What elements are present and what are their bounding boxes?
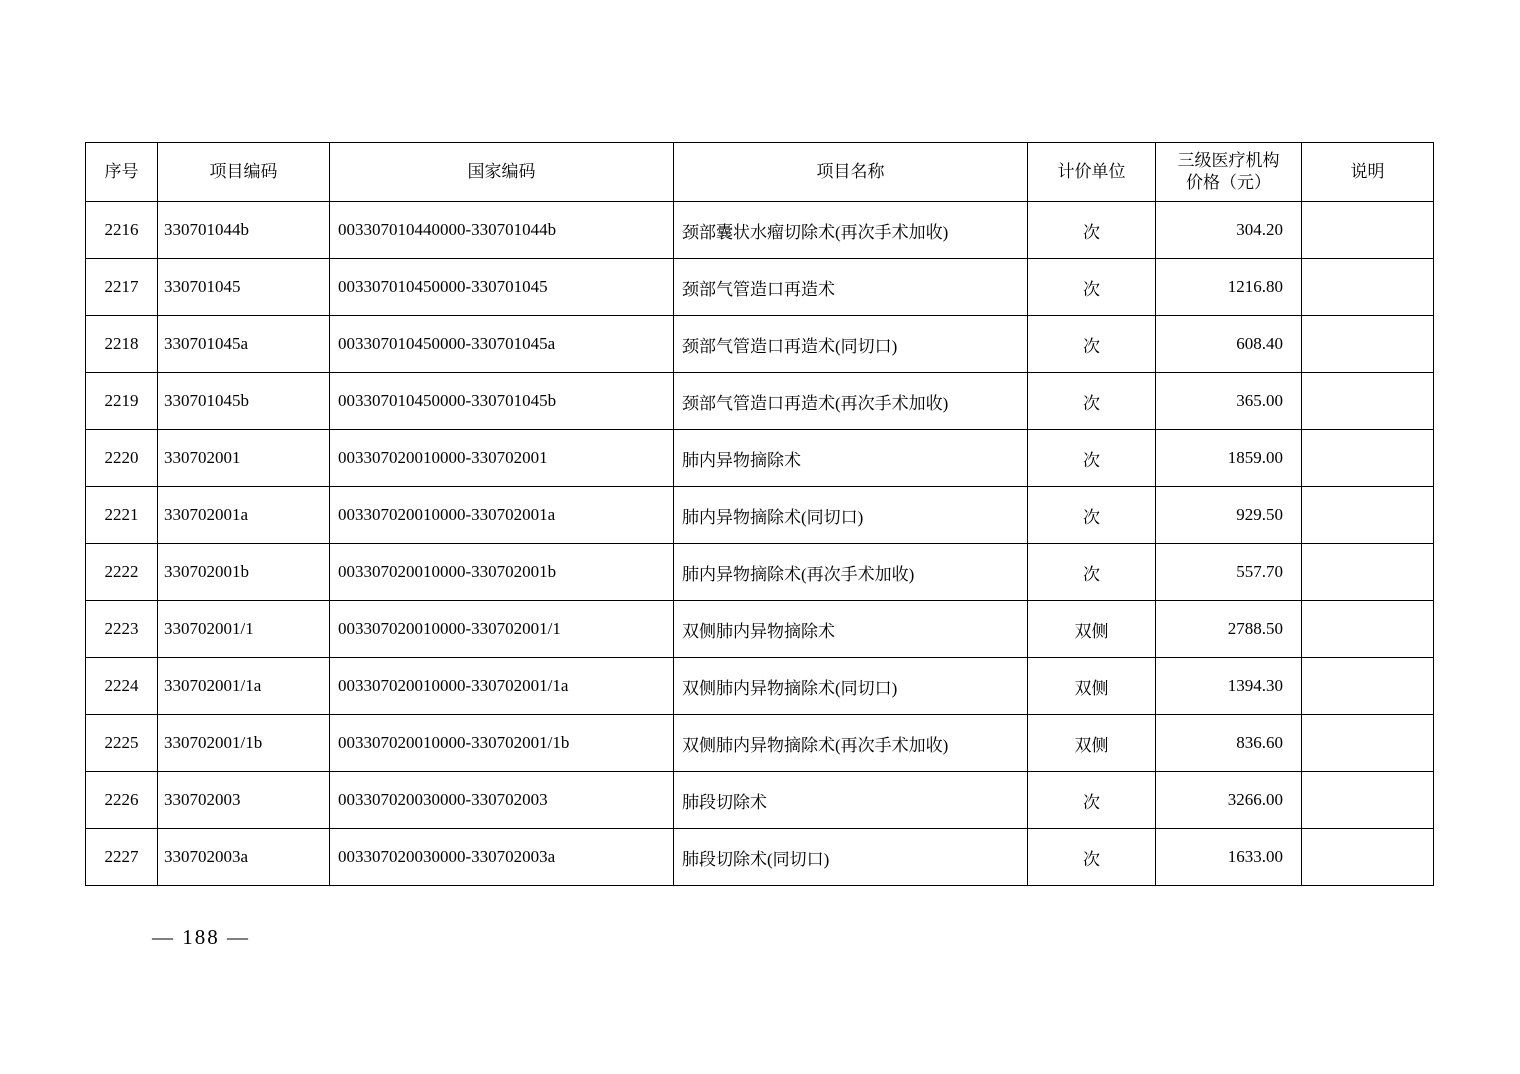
cell-price: 1633.00 <box>1156 829 1302 886</box>
cell-national-code: 003307010450000-330701045 <box>330 259 674 316</box>
cell-item-code: 330702001/1b <box>158 715 330 772</box>
cell-seq: 2225 <box>86 715 158 772</box>
cell-seq: 2221 <box>86 487 158 544</box>
cell-seq: 2218 <box>86 316 158 373</box>
cell-item-name: 肺段切除术 <box>674 772 1028 829</box>
cell-note <box>1302 373 1434 430</box>
table-header <box>86 143 1434 202</box>
cell-price: 1394.30 <box>1156 658 1302 715</box>
cell-note <box>1302 658 1434 715</box>
cell-item-code: 330702001 <box>158 430 330 487</box>
cell-national-code: 003307010450000-330701045b <box>330 373 674 430</box>
cell-note <box>1302 544 1434 601</box>
cell-unit: 次 <box>1028 772 1156 829</box>
cell-seq: 2222 <box>86 544 158 601</box>
cell-item-code: 330702001/1 <box>158 601 330 658</box>
column-header-price-line2: 价格（元） <box>1186 173 1271 192</box>
cell-item-name: 肺内异物摘除术 <box>674 430 1028 487</box>
cell-item-name: 颈部气管造口再造术(再次手术加收) <box>674 373 1028 430</box>
cell-item-code: 330702001/1a <box>158 658 330 715</box>
cell-price: 2788.50 <box>1156 601 1302 658</box>
cell-price: 557.70 <box>1156 544 1302 601</box>
table-row <box>86 487 1434 544</box>
cell-price: 304.20 <box>1156 202 1302 259</box>
cell-seq: 2223 <box>86 601 158 658</box>
column-header-unit: 计价单位 <box>1028 143 1156 202</box>
table-row <box>86 544 1434 601</box>
table-row <box>86 829 1434 886</box>
cell-item-code: 330702003a <box>158 829 330 886</box>
cell-national-code: 003307020030000-330702003 <box>330 772 674 829</box>
column-header-national-code: 国家编码 <box>330 143 674 202</box>
cell-unit: 次 <box>1028 202 1156 259</box>
column-header-item-code: 项目编码 <box>158 143 330 202</box>
cell-note <box>1302 487 1434 544</box>
cell-national-code: 003307020010000-330702001 <box>330 430 674 487</box>
cell-national-code: 003307010440000-330701044b <box>330 202 674 259</box>
medical-price-table <box>85 142 1434 886</box>
cell-note <box>1302 772 1434 829</box>
cell-price: 929.50 <box>1156 487 1302 544</box>
cell-item-name: 颈部气管造口再造术(同切口) <box>674 316 1028 373</box>
cell-national-code: 003307020010000-330702001/1b <box>330 715 674 772</box>
table-header-row <box>86 143 1434 202</box>
cell-national-code: 003307020030000-330702003a <box>330 829 674 886</box>
cell-national-code: 003307020010000-330702001b <box>330 544 674 601</box>
cell-unit: 次 <box>1028 544 1156 601</box>
table-row <box>86 259 1434 316</box>
cell-unit: 次 <box>1028 487 1156 544</box>
table-row <box>86 316 1434 373</box>
cell-item-name: 肺段切除术(同切口) <box>674 829 1028 886</box>
cell-price: 1216.80 <box>1156 259 1302 316</box>
cell-note <box>1302 316 1434 373</box>
cell-unit: 双侧 <box>1028 715 1156 772</box>
column-header-item-name: 项目名称 <box>674 143 1028 202</box>
cell-item-name: 肺内异物摘除术(再次手术加收) <box>674 544 1028 601</box>
table-row <box>86 601 1434 658</box>
cell-seq: 2217 <box>86 259 158 316</box>
table-row <box>86 202 1434 259</box>
cell-item-code: 330701044b <box>158 202 330 259</box>
cell-seq: 2224 <box>86 658 158 715</box>
table-row <box>86 373 1434 430</box>
cell-price: 3266.00 <box>1156 772 1302 829</box>
column-header-price <box>1156 143 1302 202</box>
cell-price: 1859.00 <box>1156 430 1302 487</box>
cell-unit: 次 <box>1028 430 1156 487</box>
cell-unit: 次 <box>1028 316 1156 373</box>
cell-note <box>1302 202 1434 259</box>
cell-item-name: 双侧肺内异物摘除术(再次手术加收) <box>674 715 1028 772</box>
column-header-note: 说明 <box>1302 143 1434 202</box>
cell-note <box>1302 829 1434 886</box>
cell-seq: 2216 <box>86 202 158 259</box>
cell-unit: 次 <box>1028 259 1156 316</box>
table-row <box>86 715 1434 772</box>
cell-note <box>1302 430 1434 487</box>
cell-seq: 2227 <box>86 829 158 886</box>
table-body <box>86 202 1434 886</box>
cell-item-code: 330701045b <box>158 373 330 430</box>
cell-national-code: 003307020010000-330702001/1 <box>330 601 674 658</box>
cell-item-code: 330702001a <box>158 487 330 544</box>
table-row <box>86 772 1434 829</box>
cell-seq: 2220 <box>86 430 158 487</box>
cell-item-name: 颈部囊状水瘤切除术(再次手术加收) <box>674 202 1028 259</box>
cell-item-code: 330701045 <box>158 259 330 316</box>
cell-note <box>1302 601 1434 658</box>
cell-seq: 2219 <box>86 373 158 430</box>
column-header-price-line1: 三级医疗机构 <box>1177 150 1280 170</box>
table-row <box>86 430 1434 487</box>
cell-seq: 2226 <box>86 772 158 829</box>
page-number: — 188 — <box>152 925 250 949</box>
cell-item-code: 330702001b <box>158 544 330 601</box>
cell-price: 608.40 <box>1156 316 1302 373</box>
cell-national-code: 003307020010000-330702001a <box>330 487 674 544</box>
cell-item-code: 330702003 <box>158 772 330 829</box>
cell-unit: 双侧 <box>1028 658 1156 715</box>
cell-unit: 次 <box>1028 829 1156 886</box>
cell-item-name: 双侧肺内异物摘除术(同切口) <box>674 658 1028 715</box>
cell-national-code: 003307020010000-330702001/1a <box>330 658 674 715</box>
cell-unit: 双侧 <box>1028 601 1156 658</box>
cell-price: 365.00 <box>1156 373 1302 430</box>
column-header-seq: 序号 <box>86 143 158 202</box>
cell-national-code: 003307010450000-330701045a <box>330 316 674 373</box>
cell-item-name: 颈部气管造口再造术 <box>674 259 1028 316</box>
cell-price: 836.60 <box>1156 715 1302 772</box>
table-row <box>86 658 1434 715</box>
cell-note <box>1302 715 1434 772</box>
cell-item-code: 330701045a <box>158 316 330 373</box>
cell-unit: 次 <box>1028 373 1156 430</box>
cell-note <box>1302 259 1434 316</box>
cell-item-name: 肺内异物摘除术(同切口) <box>674 487 1028 544</box>
cell-item-name: 双侧肺内异物摘除术 <box>674 601 1028 658</box>
